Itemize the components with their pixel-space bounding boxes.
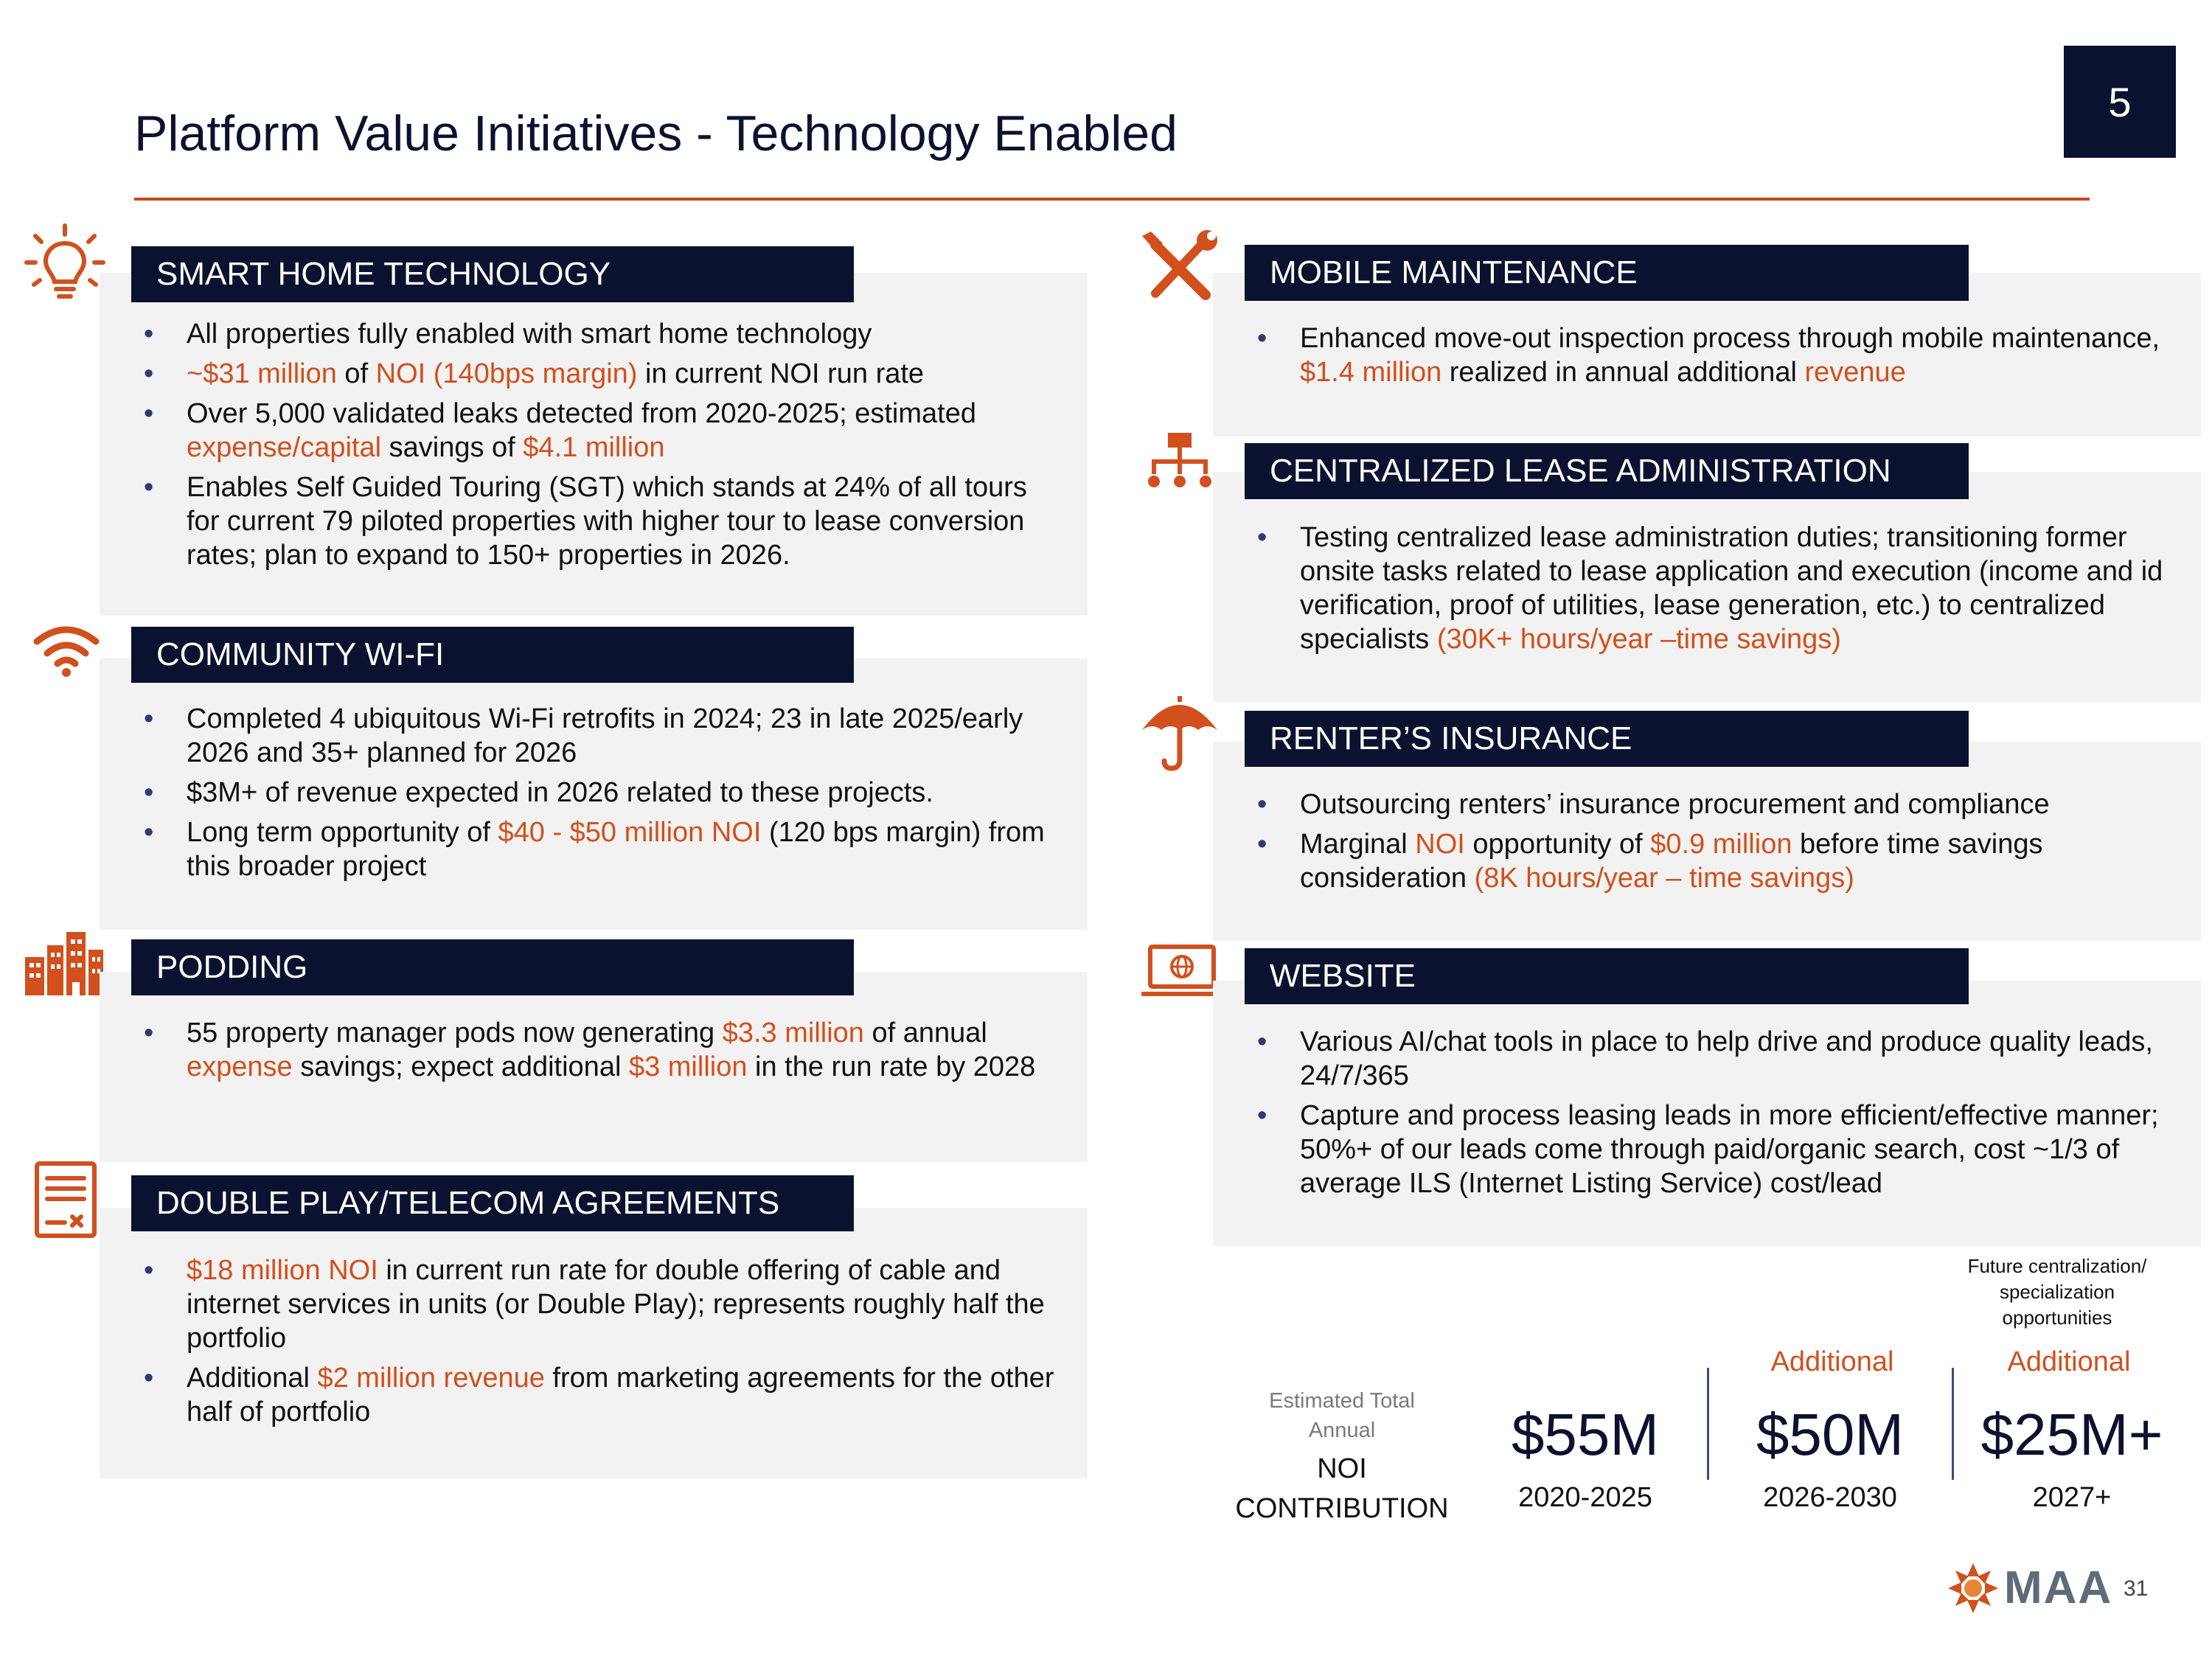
wifi-heading: COMMUNITY WI-FI bbox=[131, 627, 854, 683]
lightbulb-icon bbox=[22, 221, 108, 307]
buildings-icon bbox=[24, 931, 105, 995]
mobile-maintenance-bullets bbox=[1257, 321, 2179, 395]
metric-period-1: 2020-2025 bbox=[1518, 1482, 1652, 1513]
metric-period-3: 2027+ bbox=[2032, 1482, 2112, 1513]
metrics-caption: Estimated Total Annual bbox=[1269, 1389, 1415, 1442]
slide-title: Platform Value Initiatives - Technology Enabled bbox=[134, 105, 1178, 161]
list-item: • Long term opportunity of $40 - $50 million NOI (120 bps margin) from this broader project bbox=[144, 815, 1058, 883]
list-item: • Enhanced move-out inspection process through mobile maintenance, $1.4 million realized in annual additional revenue bbox=[1257, 321, 2179, 389]
list-item: • ~$31 million of NOI (140bps margin) in current NOI run rate bbox=[144, 357, 1058, 391]
metric-amount-2: $50M bbox=[1756, 1402, 1905, 1467]
list-item: • Completed 4 ubiquitous Wi-Fi retrofits in 2024; 23 in late 2025/early 2026 and 35+ planned for 2026 bbox=[144, 702, 1058, 770]
smart-home-bullets bbox=[144, 317, 1058, 578]
metric-amount-1: $55M bbox=[1511, 1402, 1660, 1467]
laptop-globe-icon bbox=[1141, 942, 1222, 1001]
list-item: • All properties fully enabled with smart home technology bbox=[144, 317, 1058, 351]
list-item: • Over 5,000 validated leaks detected from 2020-2025; estimated expense/capital savings of $4.1 million bbox=[144, 397, 1058, 465]
metric-label-3: Additional bbox=[2007, 1346, 2131, 1377]
slide-number: 31 bbox=[2124, 1576, 2149, 1601]
list-item: • Outsourcing renters’ insurance procurement and compliance bbox=[1257, 787, 2179, 821]
podding-heading: PODDING bbox=[131, 939, 854, 995]
metric-label-2: Additional bbox=[1770, 1346, 1894, 1377]
website-heading: WEBSITE bbox=[1245, 948, 1969, 1004]
lease-admin-heading: CENTRALIZED LEASE ADMINISTRATION bbox=[1245, 443, 1969, 499]
tools-icon bbox=[1139, 229, 1220, 310]
metrics-label: NOI CONTRIBUTION bbox=[1235, 1453, 1449, 1524]
metrics-divider bbox=[1707, 1368, 1709, 1480]
insurance-bullets bbox=[1257, 787, 2179, 901]
list-item: • 55 property manager pods now generating $3.3 million of annual expense savings; expect additional $3 million in the run rate by 2028 bbox=[144, 1016, 1058, 1084]
list-item: • Various AI/chat tools in place to help drive and produce quality leads, 24/7/365 bbox=[1257, 1025, 2179, 1093]
list-item: • Capture and process leasing leads in more efficient/effective manner; 50%+ of our leads come through paid/organic search, cost ~1/3 of average ILS (Internet Listing Service) cost/lead bbox=[1257, 1099, 2179, 1200]
lease-admin-bullets bbox=[1257, 521, 2179, 662]
wifi-icon bbox=[29, 619, 103, 678]
insurance-heading: RENTER’S INSURANCE bbox=[1245, 711, 1969, 767]
smart-home-heading: SMART HOME TECHNOLOGY bbox=[131, 246, 854, 302]
page-badge: 5 bbox=[2064, 46, 2176, 158]
list-item: • $18 million NOI in current run rate for double offering of cable and internet services in units (or Double Play); represents roughly half the portfolio bbox=[144, 1253, 1058, 1355]
double-play-heading: DOUBLE PLAY/TELECOM AGREEMENTS bbox=[131, 1175, 854, 1231]
wifi-bullets bbox=[144, 702, 1058, 889]
website-bullets bbox=[1257, 1025, 2179, 1206]
future-note: Future centralization/ specialization opportunities bbox=[1967, 1255, 2147, 1329]
org-chart-icon bbox=[1144, 431, 1215, 498]
list-item: • Additional $2 million revenue from marketing agreements for the other half of portfolio bbox=[144, 1361, 1058, 1429]
mobile-maintenance-heading: MOBILE MAINTENANCE bbox=[1245, 245, 1969, 301]
umbrella-icon bbox=[1139, 692, 1220, 773]
podding-bullets bbox=[144, 1016, 1058, 1090]
list-item: • Enables Self Guided Touring (SGT) which stands at 24% of all tours for current 79 piloted properties with higher tour to lease conversion rates; plan to expand to 150+ properties in 2026. bbox=[144, 470, 1058, 572]
company-logo: MAA bbox=[2004, 1562, 2113, 1613]
double-play-bullets bbox=[144, 1253, 1058, 1435]
list-item: • Marginal NOI opportunity of $0.9 million before time savings consideration (8K hours/year – time savings) bbox=[1257, 827, 2179, 895]
list-item: • Testing centralized lease administration duties; transitioning former onsite tasks related to lease application and execution (income and id verification, proof of utilities, lease generation, etc.) to centralized specialists (30K+ hours/year –time savings) bbox=[1257, 521, 2179, 656]
maa-logo-icon bbox=[1947, 1562, 2000, 1615]
contract-icon bbox=[32, 1159, 99, 1240]
metric-period-2: 2026-2030 bbox=[1763, 1482, 1897, 1513]
metric-amount-3: $25M+ bbox=[1980, 1402, 2163, 1467]
list-item: • $3M+ of revenue expected in 2026 related to these projects. bbox=[144, 776, 1058, 810]
title-divider bbox=[134, 198, 2090, 201]
